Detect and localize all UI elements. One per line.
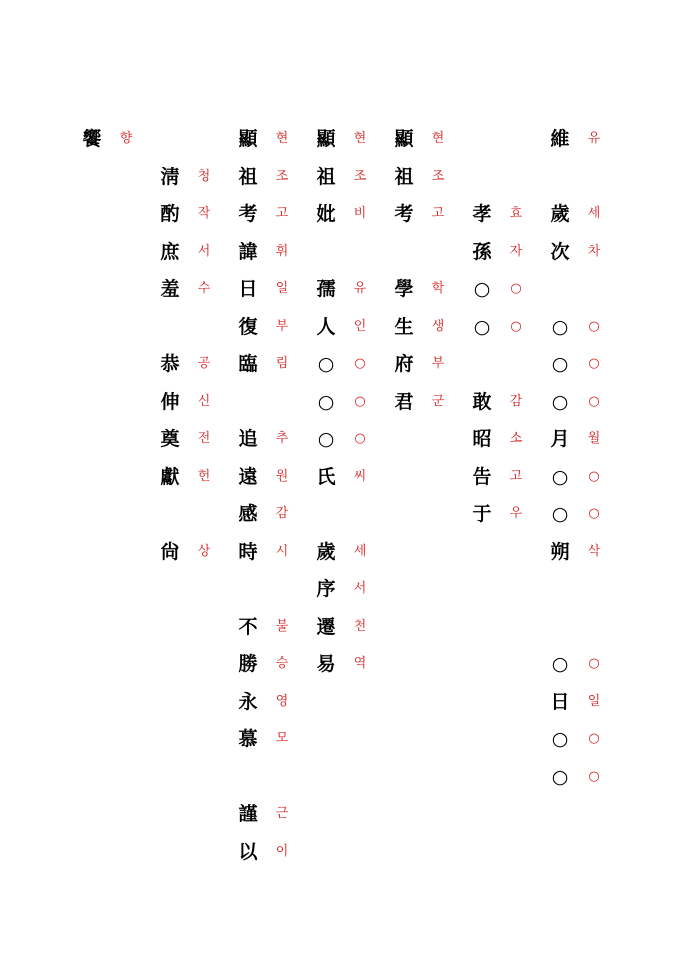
text-cell	[546, 350, 636, 378]
hangul-reading: 헌	[197, 468, 211, 484]
text-cell	[156, 538, 246, 566]
hangul-reading: 승	[275, 656, 289, 671]
hanja-char: ○	[317, 390, 335, 413]
hangul-reading: 휘	[275, 243, 289, 259]
hanja-char: 永	[238, 690, 258, 713]
text-cell	[312, 163, 402, 191]
hanja-char: 祖	[238, 165, 258, 188]
hanja-char: 恭	[160, 353, 180, 375]
hanja-char: ○	[473, 315, 491, 338]
hangul-reading: 효	[509, 206, 523, 221]
text-cell	[234, 463, 324, 491]
text-cell	[312, 125, 402, 153]
text-cell	[546, 388, 636, 416]
hanja-char: 時	[238, 540, 258, 563]
hangul-reading: 림	[275, 356, 289, 371]
text-cell	[468, 500, 558, 528]
text-cell	[234, 725, 324, 753]
hangul-reading: 월	[587, 431, 601, 446]
hanja-char: 妣	[316, 203, 336, 225]
text-cell	[312, 313, 402, 341]
hanja-char: ○	[551, 390, 569, 413]
hangul-reading: 현	[431, 131, 445, 146]
text-cell	[546, 200, 636, 228]
hangul-reading: ○	[588, 656, 600, 671]
text-cell	[156, 425, 246, 453]
hangul-reading: 유	[353, 281, 367, 296]
hangul-reading: ○	[588, 356, 600, 371]
hangul-reading: 감	[509, 393, 523, 409]
hanja-char: 遷	[316, 615, 336, 638]
text-cell	[546, 500, 636, 528]
hangul-reading: 우	[509, 506, 523, 521]
text-cell	[390, 388, 480, 416]
text-cell	[546, 688, 636, 716]
text-cell	[390, 163, 480, 191]
hangul-reading: 부	[431, 356, 445, 371]
text-cell	[234, 800, 324, 828]
text-cell	[546, 238, 636, 266]
hanja-char: 顯	[238, 128, 258, 150]
hangul-reading: 영	[275, 693, 289, 709]
text-cell	[312, 613, 402, 641]
text-column	[234, 0, 324, 962]
hanja-char: 學	[394, 278, 414, 300]
text-cell	[234, 125, 324, 153]
hanja-char: 維	[550, 128, 570, 150]
hangul-reading: 생	[431, 318, 445, 334]
hangul-reading: 시	[275, 543, 289, 559]
hanja-char: 不	[238, 615, 258, 638]
hanja-char: 伸	[160, 390, 180, 413]
text-cell	[234, 500, 324, 528]
hangul-reading: ○	[588, 318, 600, 334]
text-cell	[312, 275, 402, 303]
hanja-char: ○	[551, 315, 569, 338]
text-column	[78, 0, 168, 962]
text-column	[312, 0, 402, 962]
text-cell	[156, 275, 246, 303]
text-column	[546, 0, 636, 962]
text-cell	[546, 125, 636, 153]
text-cell	[390, 350, 480, 378]
hanja-char: 感	[238, 503, 258, 525]
hanja-char: 人	[316, 315, 336, 338]
hanja-char: 氏	[316, 465, 336, 488]
text-cell	[234, 200, 324, 228]
hanja-char: 臨	[238, 353, 258, 375]
hanja-char: 復	[238, 315, 258, 338]
hanja-char: 朔	[550, 540, 570, 563]
hanja-char: 慕	[238, 728, 258, 750]
hanja-char: 日	[550, 690, 570, 713]
text-cell	[546, 725, 636, 753]
hangul-reading: ○	[588, 468, 600, 484]
text-cell	[468, 313, 558, 341]
hangul-reading: 군	[431, 393, 445, 409]
text-cell	[234, 688, 324, 716]
hangul-reading: ○	[510, 281, 522, 296]
text-cell	[312, 200, 402, 228]
hangul-reading: 공	[197, 356, 211, 371]
hangul-reading: 감	[275, 506, 289, 521]
text-cell	[546, 650, 636, 678]
text-column	[468, 0, 558, 962]
hangul-reading: 고	[275, 206, 289, 221]
hangul-reading: 조	[353, 168, 367, 184]
hanja-char: 易	[316, 653, 336, 675]
hangul-reading: 수	[197, 281, 211, 296]
hangul-reading: 작	[197, 206, 211, 221]
text-cell	[234, 538, 324, 566]
hangul-reading: 씨	[353, 468, 367, 484]
hangul-reading: ○	[588, 506, 600, 521]
hanja-char: ○	[473, 278, 491, 300]
hanja-char: 次	[550, 240, 570, 263]
hangul-reading: 비	[353, 206, 367, 221]
hanja-char: ○	[551, 465, 569, 488]
hanja-char: 孝	[472, 203, 492, 225]
hanja-char: ○	[551, 353, 569, 375]
text-cell	[546, 313, 636, 341]
text-cell	[234, 350, 324, 378]
hanja-char: 月	[550, 428, 570, 450]
text-cell	[390, 125, 480, 153]
hangul-reading: 인	[353, 318, 367, 334]
hanja-char: 庶	[160, 240, 180, 263]
text-cell	[312, 463, 402, 491]
hangul-reading: 고	[431, 206, 445, 221]
hanja-char: 日	[238, 278, 258, 300]
hanja-char: ○	[317, 428, 335, 450]
text-cell	[234, 838, 324, 866]
hanja-char: 考	[394, 203, 414, 225]
hangul-reading: 현	[353, 131, 367, 146]
hanja-char: 祖	[394, 165, 414, 188]
text-cell	[546, 538, 636, 566]
hanja-char: ○	[551, 765, 569, 788]
hanja-char: 以	[238, 840, 258, 863]
hanja-char: 尙	[160, 540, 180, 563]
text-cell	[312, 388, 402, 416]
hanja-char: ○	[551, 653, 569, 675]
text-cell	[468, 200, 558, 228]
hangul-reading: 향	[119, 131, 133, 146]
hanja-char: 祖	[316, 165, 336, 188]
text-cell	[546, 463, 636, 491]
text-cell	[234, 425, 324, 453]
text-cell	[234, 650, 324, 678]
text-cell	[234, 313, 324, 341]
hanja-char: 于	[472, 503, 492, 525]
text-cell	[234, 163, 324, 191]
hangul-reading: 일	[275, 281, 289, 296]
hangul-reading: 부	[275, 318, 289, 334]
text-cell	[234, 613, 324, 641]
hangul-reading: 신	[197, 393, 211, 409]
hangul-reading: 추	[275, 431, 289, 446]
hanja-char: 顯	[316, 128, 336, 150]
hangul-reading: 차	[587, 243, 601, 259]
text-cell	[156, 163, 246, 191]
text-cell	[468, 388, 558, 416]
hanja-char: 勝	[238, 653, 258, 675]
hanja-char: ○	[551, 503, 569, 525]
hangul-reading: 고	[509, 468, 523, 484]
text-cell	[234, 238, 324, 266]
hanja-char: 孫	[472, 240, 492, 263]
hangul-reading: ○	[588, 768, 600, 784]
text-cell	[390, 200, 480, 228]
text-cell	[156, 200, 246, 228]
hangul-reading: 모	[275, 731, 289, 746]
hangul-reading: ○	[354, 393, 366, 409]
hanja-char: 昭	[472, 428, 492, 450]
text-cell	[546, 425, 636, 453]
hangul-reading: 전	[197, 431, 211, 446]
hangul-reading: 불	[275, 618, 289, 634]
hangul-reading: 청	[197, 168, 211, 184]
hanja-char: 生	[394, 315, 414, 338]
hangul-reading: 세	[353, 543, 367, 559]
hanja-char: 謹	[238, 803, 258, 825]
hangul-reading: ○	[588, 731, 600, 746]
hanja-char: ○	[317, 353, 335, 375]
hangul-reading: ○	[354, 431, 366, 446]
hangul-reading: 자	[509, 243, 523, 259]
hangul-reading: 이	[275, 843, 289, 859]
text-column	[156, 0, 246, 962]
text-cell	[468, 463, 558, 491]
hangul-reading: 서	[353, 581, 367, 596]
hanja-char: 考	[238, 203, 258, 225]
text-cell	[312, 575, 402, 603]
text-cell	[468, 238, 558, 266]
hangul-reading: 근	[275, 806, 289, 821]
text-column	[390, 0, 480, 962]
hangul-reading: 삭	[587, 543, 601, 559]
hangul-reading: ○	[354, 356, 366, 371]
hanja-char: 淸	[160, 165, 180, 188]
text-cell	[312, 538, 402, 566]
hanja-char: 序	[316, 578, 336, 600]
text-cell	[156, 238, 246, 266]
text-cell	[546, 763, 636, 791]
hanja-char: ○	[551, 728, 569, 750]
hanja-char: 饗	[82, 128, 102, 150]
hangul-reading: 천	[353, 618, 367, 634]
hanja-char: 顯	[394, 128, 414, 150]
hangul-reading: 유	[587, 131, 601, 146]
hanja-char: 歲	[550, 203, 570, 225]
hanja-char: 府	[394, 353, 414, 375]
hanja-char: 告	[472, 465, 492, 488]
text-cell	[78, 125, 168, 153]
hangul-reading: 소	[509, 431, 523, 446]
hangul-reading: 학	[431, 281, 445, 296]
hanja-char: 羞	[160, 278, 180, 300]
hangul-reading: 일	[587, 693, 601, 709]
hanja-char: 酌	[160, 203, 180, 225]
hangul-reading: ○	[588, 393, 600, 409]
hanja-char: 奠	[160, 428, 180, 450]
hanja-char: 追	[238, 428, 258, 450]
text-cell	[234, 275, 324, 303]
hangul-reading: 세	[587, 206, 601, 221]
hanja-char: 敢	[472, 390, 492, 413]
hanja-char: 獻	[160, 465, 180, 488]
text-cell	[390, 313, 480, 341]
hangul-reading: 원	[275, 468, 289, 484]
hangul-reading: 서	[197, 243, 211, 259]
hanja-char: 遠	[238, 465, 258, 488]
text-cell	[468, 425, 558, 453]
hanja-char: 諱	[238, 240, 258, 263]
text-cell	[156, 463, 246, 491]
text-cell	[390, 275, 480, 303]
text-cell	[312, 350, 402, 378]
text-cell	[312, 650, 402, 678]
hangul-reading: 조	[275, 168, 289, 184]
hangul-reading: 상	[197, 543, 211, 559]
hanja-char: 君	[394, 390, 414, 413]
text-cell	[156, 350, 246, 378]
hangul-reading: ○	[510, 318, 522, 334]
hangul-reading: 현	[275, 131, 289, 146]
text-cell	[468, 275, 558, 303]
hangul-reading: 조	[431, 168, 445, 184]
hanja-char: 孺	[316, 278, 336, 300]
hangul-reading: 역	[353, 656, 367, 671]
text-cell	[312, 425, 402, 453]
hanja-char: 歲	[316, 540, 336, 563]
text-cell	[156, 388, 246, 416]
